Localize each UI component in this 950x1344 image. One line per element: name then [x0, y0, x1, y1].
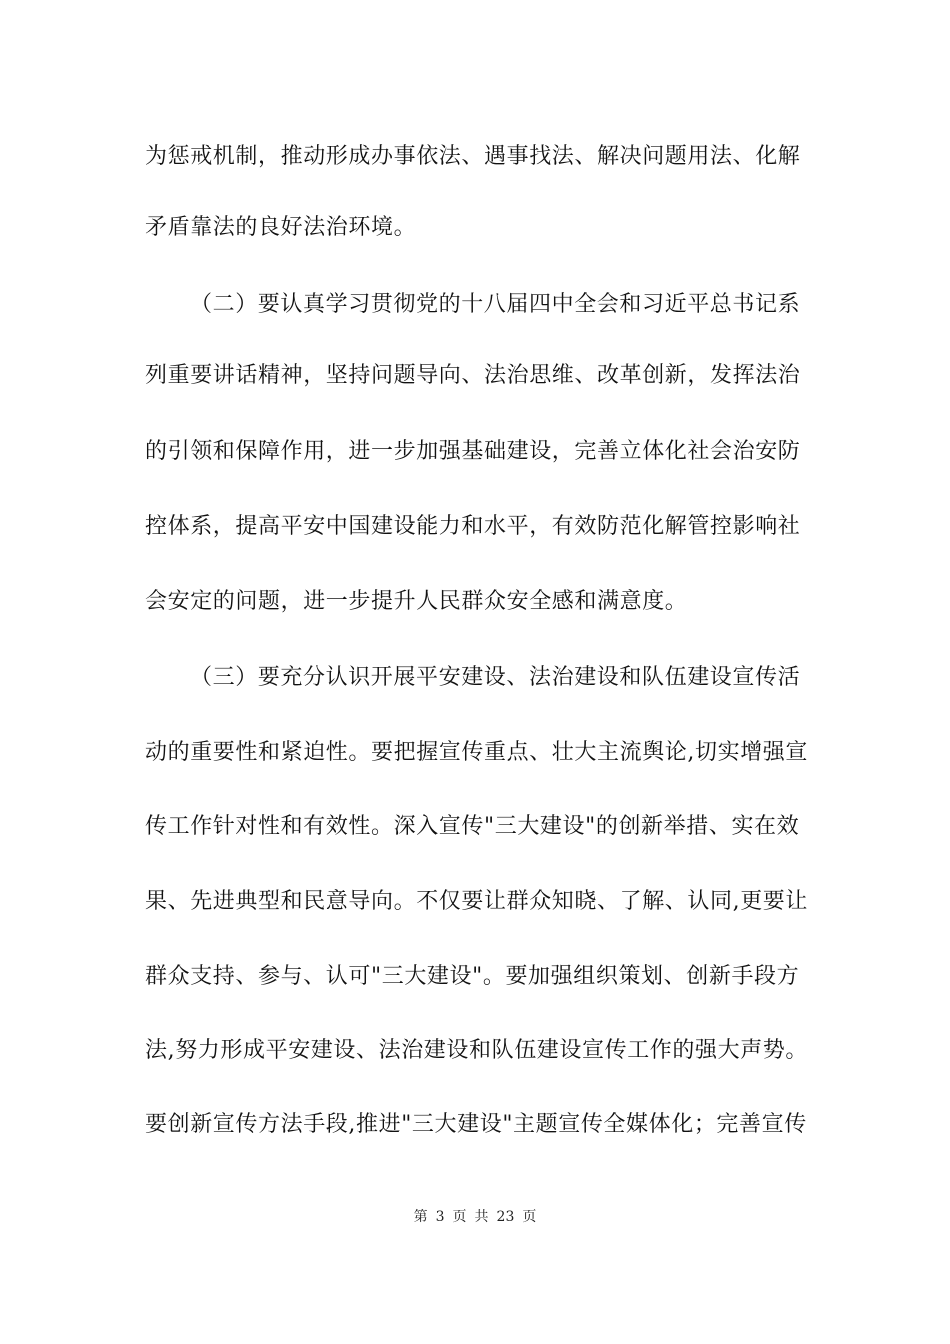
footer-label-ye: 页	[452, 1209, 467, 1225]
text-line-10: 传工作针对性和有效性。深入宣传"三大建设"的创新举措、实在效	[145, 814, 800, 839]
page-footer	[0, 1207, 950, 1227]
text-line-4: 列重要讲话精神，坚持问题导向、法治思维、改革创新，发挥法治	[145, 363, 801, 388]
footer-page-current: 3	[435, 1209, 445, 1225]
text-line-12: 群众支持、参与、认可"三大建设"。要加强组织策划、创新手段方	[145, 964, 800, 989]
text-line-8: （三）要充分认识开展平安建设、法治建设和队伍建设宣传活	[190, 665, 801, 690]
text-line-2: 矛盾靠法的良好法治环境。	[145, 215, 417, 240]
footer-label-gong: 共	[474, 1209, 489, 1225]
text-line-9: 动的重要性和紧迫性。要把握宣传重点、壮大主流舆论,切实增强宣	[145, 740, 808, 765]
footer-label-di: 第	[413, 1209, 428, 1225]
text-line-13: 法,努力形成平安建设、法治建设和队伍建设宣传工作的强大声势。	[145, 1038, 808, 1063]
text-line-6: 控体系，提高平安中国建设能力和水平，有效防范化解管控影响社	[145, 514, 801, 539]
text-line-11: 果、先进典型和民意导向。不仅要让群众知晓、了解、认同,更要让	[145, 889, 808, 914]
text-line-1: 为惩戒机制，推动形成办事依法、遇事找法、解决问题用法、化解	[145, 144, 801, 169]
footer-label-ye-end: 页	[522, 1209, 537, 1225]
text-line-3: （二）要认真学习贯彻党的十八届四中全会和习近平总书记系	[190, 292, 801, 317]
footer-page-total: 23	[496, 1209, 515, 1225]
text-line-7: 会安定的问题，进一步提升人民群众安全感和满意度。	[145, 589, 688, 614]
text-line-5: 的引领和保障作用，进一步加强基础建设，完善立体化社会治安防	[145, 439, 801, 464]
text-line-14: 要创新宣传方法手段,推进"三大建设"主题宣传全媒体化；完善宣传	[145, 1112, 807, 1137]
